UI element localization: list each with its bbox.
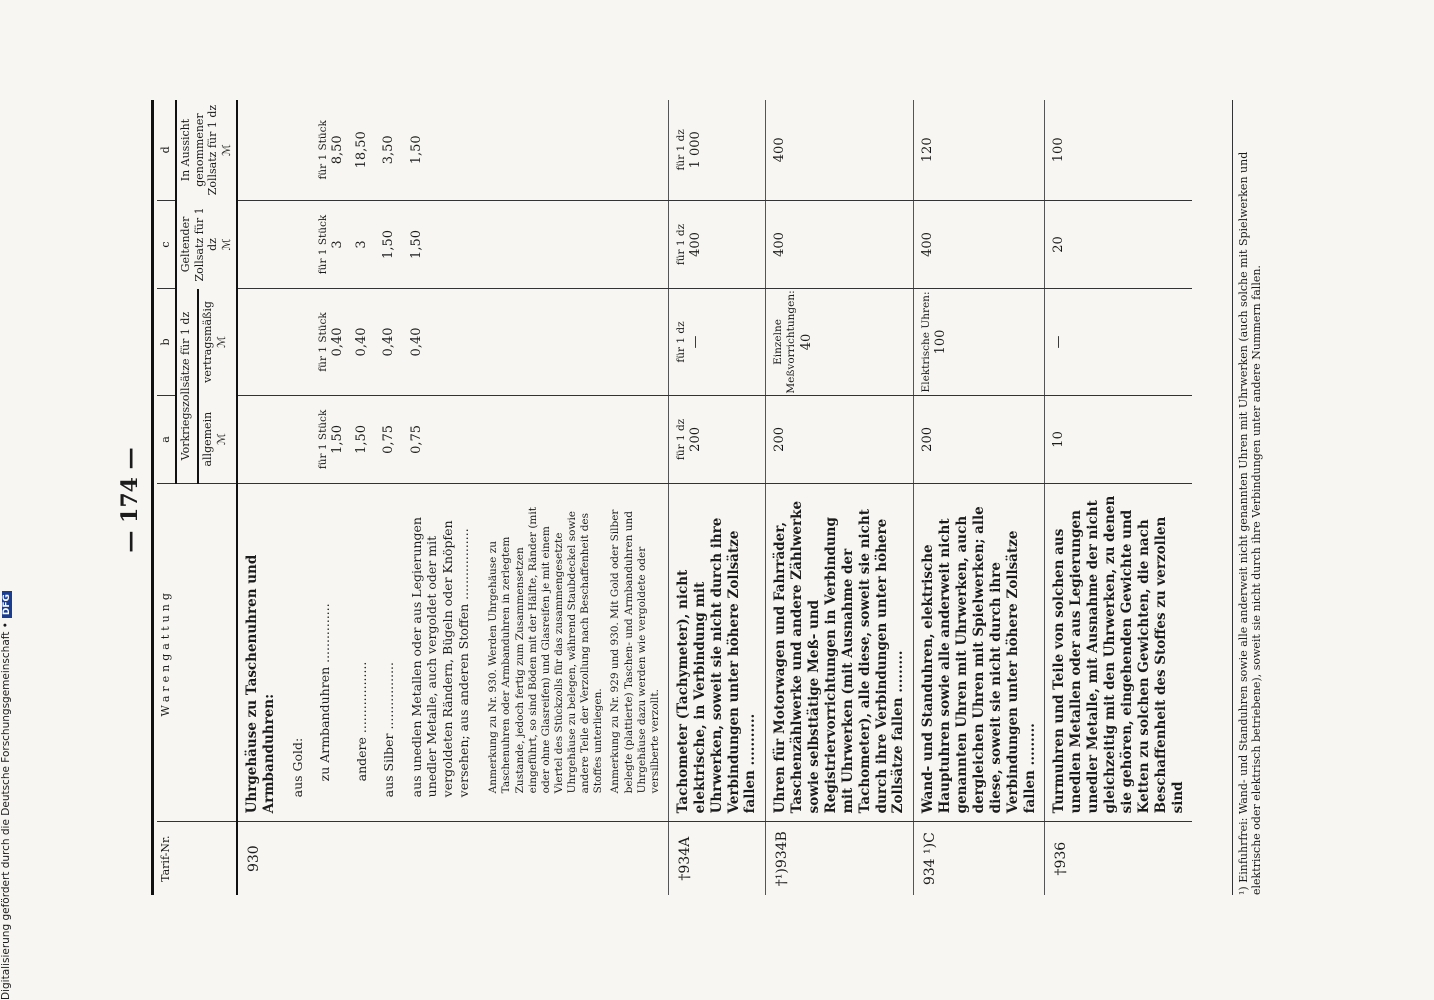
table-row: [348, 100, 376, 895]
rate-a: [237, 395, 284, 484]
rate-d: für 1 Stück 8,50: [317, 120, 346, 180]
anmerkung: Anmerkung zu Nr. 929 und 930. Mit Gold oder Silber belegte (plattierte) Taschen- und Armbanduhren und Uhrgehäuse dazu werden wie vergoldete oder versilberte verzollt.: [609, 509, 661, 794]
rate-c: für 1 Stück 3: [311, 200, 347, 289]
rotated-page: [117, 0, 1302, 1000]
item-line: aus unedlen Metallen oder aus Legierungen unedler Metalle, auch vergoldet oder mit vergoldeten Rändern, Bügeln oder Knöpfen versehen; aus anderen Stoffen ..................: [403, 484, 478, 822]
tarif-number: 930: [237, 822, 669, 895]
rate-a: 0,75: [403, 395, 478, 484]
item-title: [237, 484, 284, 822]
rate-c: für 1 dz 400: [668, 200, 765, 289]
rate-c: 3: [348, 200, 376, 289]
rate-b: Elektrische Uhren: 100: [914, 289, 1045, 395]
rate-d: 1,50: [408, 135, 424, 165]
rate-d: 100: [1051, 137, 1067, 163]
rate-b: 0,40: [375, 289, 403, 395]
rate-d: für 1 dz 1 000: [674, 129, 703, 171]
rate-c: [237, 200, 284, 289]
digitization-credit: [0, 0, 16, 1000]
item-title-text: Uhrgehäuse zu Taschenuhren und Armbanduhren:: [243, 554, 277, 814]
item-title: [914, 484, 1045, 822]
table-row: [914, 100, 1045, 895]
rate-d: 120: [920, 137, 936, 163]
header-tarif-nr: Tarif-Nr.: [157, 822, 237, 895]
item-title: [766, 484, 914, 822]
rate-a: für 1 dz 200: [668, 395, 765, 484]
table-row: [311, 100, 347, 895]
rate-d: 400: [772, 137, 788, 163]
header-letter-c: c: [157, 200, 176, 289]
rate-c: 1,50: [403, 200, 478, 289]
rate-b: 0,40: [348, 289, 376, 395]
table-row: [284, 100, 312, 895]
item-title-text: Wand- und Standuhren, elektrische Hauptuhren sowie alle anderweit nicht genannten Uhren mit Uhrwerken, auch dergleichen Uhren mit Spielwerken; alle diese, soweit sie nicht durch ihre Verbindungen unter höhere Zollsätze fallen .........: [920, 506, 1038, 814]
table-row: [1045, 100, 1193, 895]
footnote-rule: [1232, 100, 1233, 895]
anmerkung: Anmerkung zu Nr. 930. Werden Uhrgehäuse zu Taschenuhren oder Armbanduhren in zerlegtem Zustande, jedoch fertig zum Zusammensetzen eingeführt, so sind Böden mit der Hälfte, Ränder (mit oder ohne Glasreifen) und Glasreifen je mit einem Viertel des Stückzolls für das zusammengesetzte Uhrgehäuse zu belegen, während Staubdeckel sowie andere Teile der Verzollung nach Beschaffenheit des Stoffes unterliegen.: [487, 507, 605, 794]
header-letter-a: a: [157, 395, 176, 484]
rate-a: 0,75: [375, 395, 403, 484]
item-line: aus Silber .................: [375, 484, 403, 822]
top-rule: [151, 100, 154, 895]
tarif-number: †936: [1045, 822, 1193, 895]
item-line: andere ..................: [348, 484, 376, 822]
rate-c: 400: [914, 200, 1045, 289]
rate-b: Einzelne Meßvorrichtungen: 40: [766, 289, 914, 395]
rate-d: [284, 100, 312, 200]
rate-d: [237, 100, 284, 200]
header-vorkriegs: Vorkriegszollsätze für 1 dz: [176, 289, 199, 484]
table-row: [237, 100, 284, 895]
tariff-body: [237, 100, 1193, 895]
tarif-number: †¹)934B: [766, 822, 914, 895]
rate-d: [477, 100, 668, 200]
page-number: — 174 —: [117, 447, 143, 553]
rate-a: [284, 395, 312, 484]
rate-a: 10: [1045, 395, 1193, 484]
rate-a: 200: [766, 395, 914, 484]
tariff-table: [157, 100, 1192, 895]
rate-a: für 1 Stück 1,50: [311, 395, 347, 484]
header-letter-b: b: [157, 289, 176, 395]
table-row: [477, 100, 668, 895]
header-letter-d: d: [157, 100, 176, 200]
header-geltender: Geltender Zollsatz für 1 dz ℳ: [176, 200, 237, 289]
item-title-text: Turmuhren und Teile von solchen aus unedlen Metallen oder aus Legierungen unedler Metalle, mit Ausnahme der nicht gleichzeitig mit den Uhrwerken, zu denen sie gehören, eingehenden Gewichte und Ketten zu solchen Gewichten, die nach Beschaffenheit des Stoffes zu verzollen sind: [1051, 495, 1186, 814]
header-vertragsmaessig: vertragsmäßig ℳ: [198, 289, 236, 395]
item-line: zu Armbanduhren ...............: [311, 484, 347, 822]
rate-b: [237, 289, 284, 395]
rate-d: 18,50: [353, 131, 369, 169]
rate-c: 20: [1045, 200, 1193, 289]
tarif-number: †934A: [668, 822, 765, 895]
notes-cell: [477, 484, 668, 822]
rate-c: [284, 200, 312, 289]
table-row: [668, 100, 765, 895]
dfg-logo: DFG: [2, 591, 12, 618]
footnote: ¹) Einfuhrfrei: Wand- und Standuhren sowie alle anderweit nicht genannten Uhren mit Uhrwerken (auch solche mit Spielwerken und elektrische oder elektrisch betriebene), soweit sie nicht durch ihre Verbindungen unter andere Nummern fallen.: [1237, 151, 1263, 895]
item-title: [1045, 484, 1193, 822]
rate-c: 400: [766, 200, 914, 289]
item-title-text: Tachometer (Tachymeter), nicht elektrische, in Verbindung mit Uhrwerken, soweit sie nicht durch ihre Verbindungen unter höhere Zollsätze fallen ...........: [674, 517, 759, 814]
rate-b: für 1 dz —: [668, 289, 765, 395]
rate-b: [284, 289, 312, 395]
tarif-number: 934 ¹)C: [914, 822, 1045, 895]
table-row: [375, 100, 403, 895]
rate-c: 1,50: [375, 200, 403, 289]
item-title: [668, 484, 765, 822]
rate-b: 0,40: [403, 289, 478, 395]
rate-a: 1,50: [348, 395, 376, 484]
rate-c: [477, 200, 668, 289]
rate-a: 200: [914, 395, 1045, 484]
item-line: aus Gold:: [284, 484, 312, 822]
table-row: [403, 100, 478, 895]
table-row: [766, 100, 914, 895]
item-title-text: Uhren für Motorwagen und Fahrräder, Taschenzählwerke und andere Zählwerke sowie selbsttätige Meß- und Registriervorrichtungen in Verbindung mit Uhrwerken (mit Ausnahme der Tachometer), alle diese, soweit sie nicht durch ihre Verbindungen unter höhere Zollsätze fallen .........: [772, 500, 907, 814]
rate-b: für 1 Stück 0,40: [311, 289, 347, 395]
rate-a: [477, 395, 668, 484]
header-warengattung: Warengattung: [157, 484, 237, 822]
credit-text: Digitalisierung gefördert durch die Deutsche Forschungsgemeinschaft •: [0, 622, 12, 1000]
rate-b: [477, 289, 668, 395]
header-in-aussicht: In Aussicht genommener Zollsatz für 1 dz ℳ: [176, 100, 237, 200]
header-allgemein: allgemein ℳ: [198, 395, 236, 484]
rate-d: 3,50: [381, 135, 397, 165]
rate-b: —: [1045, 289, 1193, 395]
